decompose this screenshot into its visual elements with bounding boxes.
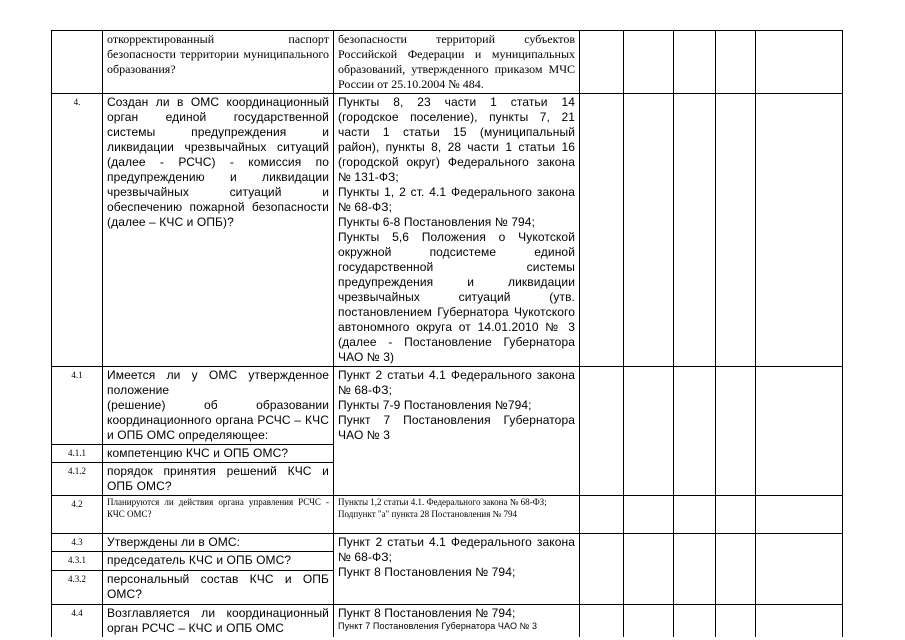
answer-cell — [716, 496, 756, 534]
table-row — [52, 367, 843, 445]
answer-cell — [716, 534, 756, 605]
basis-cell — [334, 496, 580, 534]
question-cell: Возглавляется ли координационный орган РСЧС – КЧС и ОПБ ОМС — [103, 605, 334, 638]
answer-cell — [716, 31, 756, 94]
answer-cell — [674, 367, 716, 496]
basis-cell — [334, 605, 580, 638]
row-number: 4.1.2 — [52, 463, 103, 496]
question-cell: Имеется ли у ОМС утвержденное положение (решение) об образовании координационного органа РСЧС – КЧС и ОПБ ОМС определяющее: — [103, 367, 334, 445]
answer-cell — [624, 367, 674, 496]
basis-cell — [334, 534, 580, 605]
basis-cell — [334, 94, 580, 367]
question-cell: Создан ли в ОМС координационный орган единой государственной системы предупреждения и ликвидации чрезвычайных ситуаций (далее - РСЧС) - комиссия по предупреждению и ликвидации чрезвычайных ситуаций и обеспечению пожарной безопасности (далее – КЧС и ОПБ)? — [103, 94, 334, 367]
question-cell: председатель КЧС и ОПБ ОМС? — [103, 552, 334, 571]
answer-cell — [674, 31, 716, 94]
row-number: 4.2 — [52, 496, 103, 534]
answer-cell — [624, 94, 674, 367]
basis-text: Пункты 7-9 Постановления №794; — [338, 398, 532, 412]
row-number: 4.3.1 — [52, 552, 103, 571]
answer-cell — [624, 605, 674, 638]
answer-cell — [624, 534, 674, 605]
basis-text: безопасности территорий субъектов Российской Федерации и муниципальных образований, утвержденного приказом МЧС России от 25.10.2004 № 484. — [338, 32, 575, 91]
answer-cell — [580, 367, 624, 496]
table-row — [52, 605, 843, 638]
answer-cell — [580, 94, 624, 367]
notes-cell — [756, 534, 843, 605]
basis-text: Пункт 2 статьи 4.1 Федерального закона № 68-ФЗ; — [338, 535, 575, 564]
notes-cell — [756, 496, 843, 534]
basis-text: Подпункт "а" пункта 28 Постановления № 794 — [338, 508, 517, 519]
notes-cell — [756, 94, 843, 367]
answer-cell — [674, 534, 716, 605]
answer-cell — [674, 94, 716, 367]
answer-cell — [580, 534, 624, 605]
notes-cell — [756, 605, 843, 638]
notes-cell — [756, 31, 843, 94]
row-number: 4.3 — [52, 534, 103, 552]
row-number: 4.1 — [52, 367, 103, 445]
basis-text: Пункты 8, 23 части 1 статьи 14 (городское поселение), пункты 7, 21 части 1 статьи 15 (муниципальный район), пункты 8, 28 части 1 статьи 16 (городской округ) Федерального закона № 131-ФЗ; — [338, 95, 575, 184]
answer-cell — [716, 94, 756, 367]
answer-cell — [674, 496, 716, 534]
table-row — [52, 94, 843, 367]
notes-cell — [756, 367, 843, 496]
basis-text: Пункт 7 Постановления Губернатора ЧАО № 3 — [338, 413, 575, 442]
answer-cell — [624, 31, 674, 94]
answer-cell — [716, 605, 756, 638]
question-cell: порядок принятия решений КЧС и ОПБ ОМС? — [103, 463, 334, 496]
basis-text: Пункт 7 Постановления Губернатора ЧАО № 3 — [338, 621, 538, 631]
answer-cell — [624, 496, 674, 534]
checklist-table — [51, 30, 843, 637]
question-cell: Утверждены ли в ОМС: — [103, 534, 334, 552]
basis-text: Пункты 6-8 Постановления № 794; — [338, 215, 536, 229]
row-number: 4.4 — [52, 605, 103, 638]
table-row — [52, 496, 843, 534]
row-number: 4.3.2 — [52, 571, 103, 605]
question-cell: компетенцию КЧС и ОПБ ОМС? — [103, 445, 334, 463]
question-cell: Планируются ли действия органа управления РСЧС - КЧС ОМС? — [103, 496, 334, 534]
basis-cell — [334, 367, 580, 496]
row-number — [52, 31, 103, 94]
answer-cell — [580, 605, 624, 638]
basis-text: Пункты 1, 2 ст. 4.1 Федерального закона № 68-ФЗ; — [338, 185, 575, 214]
answer-cell — [580, 496, 624, 534]
basis-text: Пункт 2 статьи 4.1 Федерального закона № 68-ФЗ; — [338, 368, 575, 397]
row-number: 4. — [52, 94, 103, 367]
table-row — [52, 534, 843, 552]
answer-cell — [580, 31, 624, 94]
basis-text: Пункты 1,2 статьи 4.1. Федерального закона № 68-ФЗ; — [338, 497, 547, 507]
basis-cell — [334, 31, 580, 94]
basis-text: Пункты 5,6 Положения о Чукотской окружной подсистеме единой государственной системы предупреждения и ликвидации чрезвычайных ситуаций (утв. постановлением Губернатора Чукотского автономного округа от 14.01.2010 № 3 (далее - Постановление Губернатора ЧАО № 3) — [338, 230, 575, 364]
question-cell: персональный состав КЧС и ОПБ ОМС? — [103, 571, 334, 605]
row-number: 4.1.1 — [52, 445, 103, 463]
basis-text: Пункт 8 Постановления № 794; — [338, 565, 516, 579]
table-row — [52, 31, 843, 94]
question-cell: откорректированный паспорт безопасности территории муниципального образования? — [103, 31, 334, 94]
basis-text: Пункт 8 Постановления № 794; — [338, 606, 516, 620]
answer-cell — [674, 605, 716, 638]
answer-cell — [716, 367, 756, 496]
